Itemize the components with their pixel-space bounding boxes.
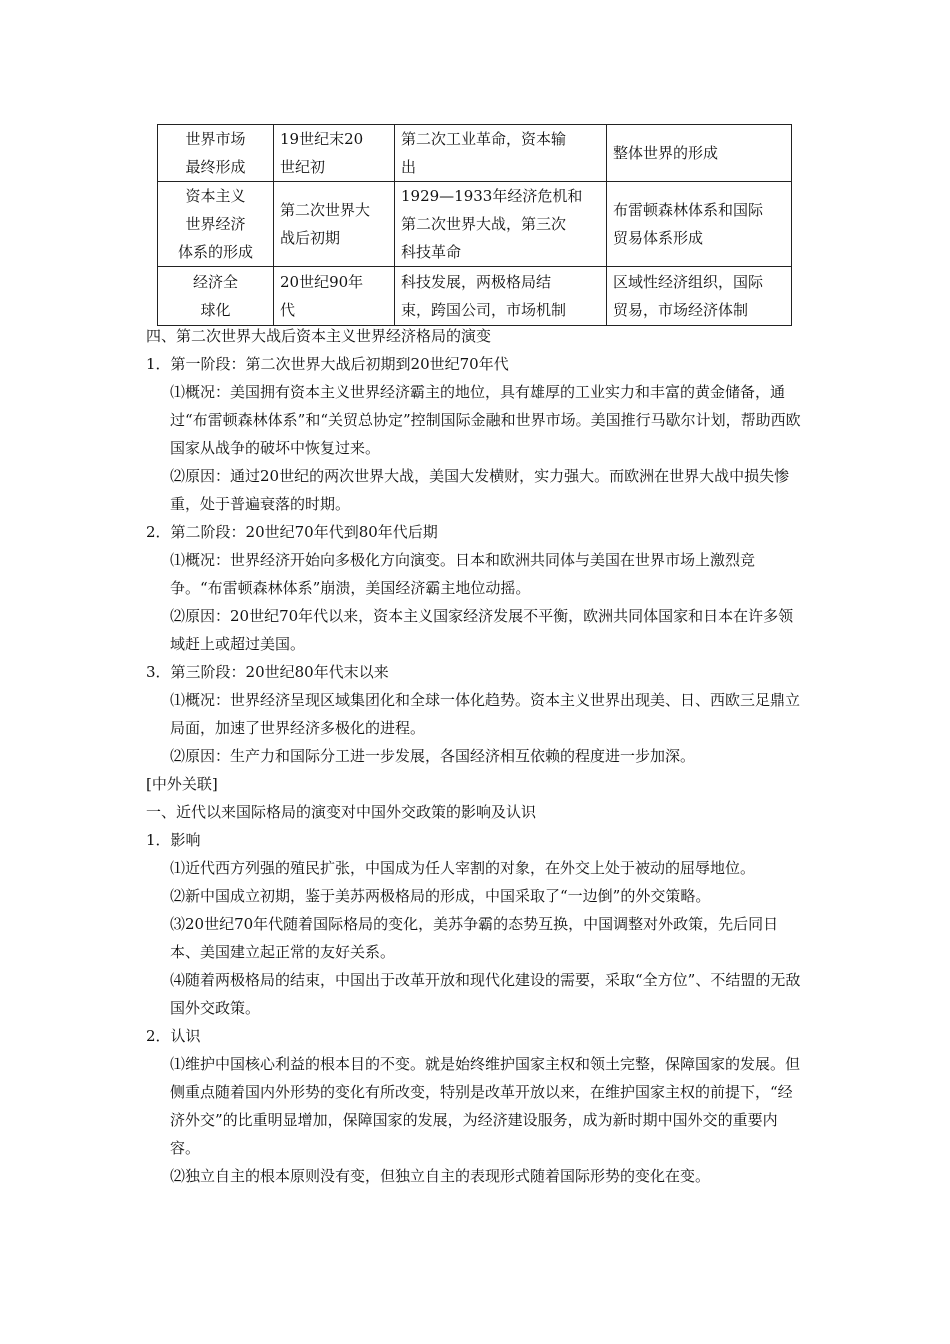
table-cell-time bbox=[274, 182, 395, 267]
stage2-heading: 2．第二阶段：20世纪70年代到80年代后期 bbox=[146, 523, 438, 541]
table-cell-line: 战后初期 bbox=[280, 229, 341, 247]
stage3-heading: 3．第三阶段：20世纪80年代末以来 bbox=[146, 663, 389, 681]
table-cell-line: 束，跨国公司，市场机制 bbox=[401, 301, 567, 319]
stage1-heading: 1．第一阶段：第二次世界大战后初期到20世纪70年代 bbox=[146, 355, 509, 373]
table-cell-cause bbox=[395, 267, 607, 326]
table-cell-line: 第二次世界大战，第三次 bbox=[401, 215, 567, 233]
table-cell-period bbox=[158, 267, 274, 326]
table-cell-line: 世纪初 bbox=[280, 158, 326, 176]
table-row bbox=[158, 125, 792, 182]
table-row bbox=[158, 182, 792, 267]
table-cell-line: 布雷顿森林体系和国际 bbox=[613, 201, 764, 219]
table-cell-line: 代 bbox=[280, 301, 296, 319]
table-cell-time bbox=[274, 125, 395, 182]
stage3-cause: ⑵原因：生产力和国际分工进一步发展，各国经济相互依赖的程度进一步加深。 bbox=[170, 747, 696, 765]
impact-item-1: ⑴近代西方列强的殖民扩张，中国成为任人宰割的对象，在外交上处于被动的屈辱地位。 bbox=[170, 859, 756, 877]
table-cell-line: 贸易，市场经济体制 bbox=[613, 301, 749, 319]
impact-item-4: ⑷随着两极格局的结束，中国出于改革开放和现代化建设的需要，采取“全方位”、不结盟的无敌国外交政策。 bbox=[170, 971, 801, 1017]
table-cell-line: 19世纪末20 bbox=[280, 130, 364, 148]
table-cell-line: 第二次工业革命，资本输 bbox=[401, 130, 567, 148]
summary-table bbox=[157, 124, 792, 326]
table-row bbox=[158, 267, 792, 326]
table-cell-line: 区域性经济组织，国际 bbox=[613, 273, 764, 291]
table-cell-line: 1929—1933年经济危机和 bbox=[401, 187, 583, 205]
table-cell-line: 世界市场 bbox=[185, 130, 246, 148]
table-cell-line: 科技革命 bbox=[401, 243, 462, 261]
table-cell-line: 资本主义 bbox=[185, 187, 246, 205]
stage1-cause: ⑵原因：通过20世纪的两次世界大战，美国大发横财，实力强大。而欧洲在世界大战中损失惨重，处于普遍衰落的时期。 bbox=[170, 467, 790, 513]
table-cell-result bbox=[607, 182, 792, 267]
stage2-cause: ⑵原因：20世纪70年代以来，资本主义国家经济发展不平衡，欧洲共同体国家和日本在许多领域赶上或超过美国。 bbox=[170, 607, 794, 653]
stage3-overview: ⑴概况：世界经济呈现区域集团化和全球一体化趋势。资本主义世界出现美、日、西欧三足鼎立局面，加速了世界经济多极化的进程。 bbox=[170, 691, 801, 737]
impact-heading: 1．影响 bbox=[146, 831, 201, 849]
table-cell-line: 贸易体系形成 bbox=[613, 229, 704, 247]
table-cell-line: 第二次世界大 bbox=[280, 201, 371, 219]
relation-title: 一、近代以来国际格局的演变对中国外交政策的影响及认识 bbox=[146, 803, 537, 821]
table-cell-cause bbox=[395, 125, 607, 182]
table-cell-cause bbox=[395, 182, 607, 267]
table-cell-line: 体系的形成 bbox=[177, 243, 253, 261]
table-cell-result bbox=[607, 125, 792, 182]
understanding-item-1: ⑴维护中国核心利益的根本目的不变。就是始终维护国家主权和领土完整，保障国家的发展。但侧重点随着国内外形势的变化有所改变，特别是改革开放以来，在维护国家主权的前提下，“经济外交”的比重明显增加，保障国家的发展，为经济建设服务，成为新时期中国外交的重要内容。 bbox=[170, 1055, 801, 1157]
table-cell-line: 球化 bbox=[200, 301, 231, 319]
table-cell-result bbox=[607, 267, 792, 326]
table-cell-line: 世界经济 bbox=[185, 215, 246, 233]
body-text bbox=[146, 322, 806, 1190]
table-cell-line: 科技发展，两极格局结 bbox=[401, 273, 552, 291]
table-cell-period bbox=[158, 125, 274, 182]
relation-tag: [中外关联] bbox=[146, 775, 218, 793]
table-cell-line: 整体世界的形成 bbox=[613, 144, 719, 162]
table-cell-period bbox=[158, 182, 274, 267]
stage2-overview: ⑴概况：世界经济开始向多极化方向演变。日本和欧洲共同体与美国在世界市场上激烈竞争。“布雷顿森林体系”崩溃，美国经济霸主地位动摇。 bbox=[170, 551, 756, 597]
understanding-item-2: ⑵独立自主的根本原则没有变，但独立自主的表现形式随着国际形势的变化在变。 bbox=[170, 1167, 711, 1185]
table-cell-line: 最终形成 bbox=[185, 158, 246, 176]
stage1-overview: ⑴概况：美国拥有资本主义世界经济霸主的地位，具有雄厚的工业实力和丰富的黄金储备，通过“布雷顿森林体系”和“关贸总协定”控制国际金融和世界市场。美国推行马歇尔计划，帮助西欧国家从战争的破坏中恢复过来。 bbox=[170, 383, 801, 457]
table-cell-line: 经济全 bbox=[192, 273, 238, 291]
table-cell-time bbox=[274, 267, 395, 326]
table-cell-line: 20世纪90年 bbox=[280, 273, 364, 291]
impact-item-2: ⑵新中国成立初期，鉴于美苏两极格局的形成，中国采取了“一边倒”的外交策略。 bbox=[170, 887, 711, 905]
section-title: 四、第二次世界大战后资本主义世界经济格局的演变 bbox=[146, 327, 492, 345]
impact-item-3: ⑶20世纪70年代随着国际格局的变化，美苏争霸的态势互换，中国调整对外政策，先后同日本、美国建立起正常的友好关系。 bbox=[170, 915, 779, 961]
table-cell-line: 出 bbox=[401, 158, 417, 176]
understanding-heading: 2．认识 bbox=[146, 1027, 201, 1045]
